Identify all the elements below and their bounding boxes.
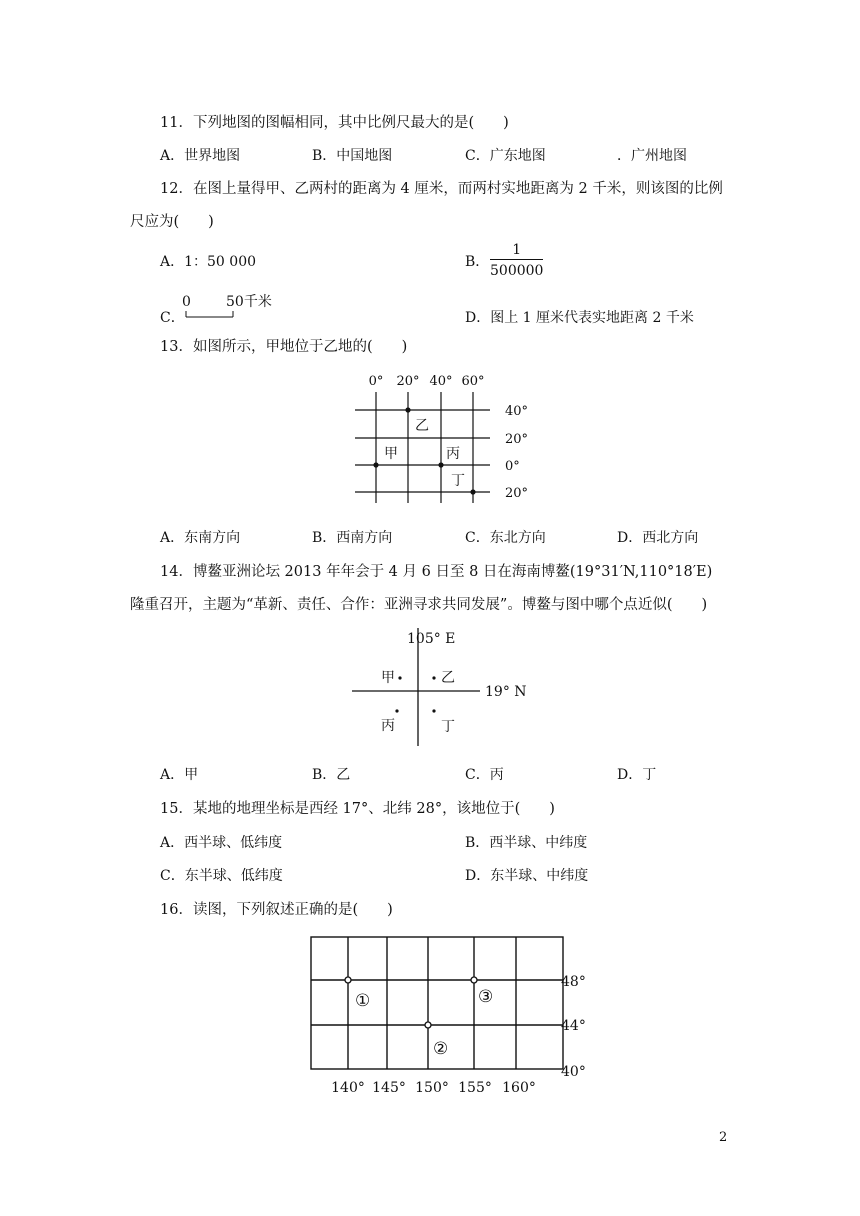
q14-parallel-label: 19° N (485, 684, 527, 700)
q14-point-yi-dot (432, 676, 435, 679)
q13-lon-label: 20° (396, 374, 420, 389)
q14-option-b: B．乙 (312, 767, 351, 783)
q11-option-b: B．中国地图 (312, 148, 393, 164)
q16-point-1-marker (345, 977, 351, 983)
q16-lon-label: 155° (458, 1080, 492, 1096)
q15-option-c: C．东半球、低纬度 (160, 868, 283, 884)
q15-stem: 15．某地的地理坐标是西经 17°、北纬 28°，该地位于( ) (160, 801, 555, 817)
q16-point-2-marker (425, 1022, 431, 1028)
q14-option-a: A．甲 (160, 767, 199, 783)
q13-point-jia-dot (373, 462, 378, 467)
q16-lat-label: 44° (561, 1018, 586, 1034)
q13-lat-label: 20° (505, 432, 529, 447)
q14-place-bing: 丙 (381, 718, 395, 734)
q15-option-a: A．西半球、低纬度 (160, 835, 283, 851)
scale-zero-label: 0 (182, 294, 191, 310)
fraction-numerator: 1 (490, 241, 543, 260)
q14-stem-line1: 14．博鳌亚洲论坛 2013 年年会于 4 月 6 日至 8 日在海南博鳌(19°31′N,110°18′E) (160, 564, 713, 580)
q12-stem-line2: 尺应为( ) (130, 214, 214, 230)
q13-place-yi: 乙 (415, 418, 429, 434)
q13-place-ding: 丁 (451, 473, 465, 489)
q14-option-d: D．丁 (617, 767, 657, 783)
q13-stem: 13．如图所示，甲地位于乙地的( ) (160, 339, 408, 355)
q16-point-2-label: ② (433, 1039, 449, 1059)
q16-stem: 16．读图，下列叙述正确的是( ) (160, 902, 393, 918)
q16-point-3-marker (471, 977, 477, 983)
q13-option-a: A．东南方向 (160, 530, 241, 546)
q13-point-bing-dot (438, 462, 443, 467)
q12-option-a: A．1：50 000 (160, 254, 257, 270)
q13-lon-label: 0° (368, 374, 384, 389)
q11-option-d: ．广州地图 (617, 148, 687, 164)
q15-option-d: D．东半球、中纬度 (465, 868, 589, 884)
q15-option-b: B．西半球、中纬度 (465, 835, 588, 851)
q13-lat-label: 0° (505, 459, 520, 474)
q14-coordinate-figure (345, 624, 545, 752)
q14-option-c: C．丙 (465, 767, 504, 783)
q13-grid-figure (355, 368, 535, 508)
q13-lat-label: 40° (505, 404, 529, 419)
q14-meridian-label: 105° E (407, 631, 456, 647)
q14-point-bing-dot (395, 709, 398, 712)
q13-place-jia: 甲 (384, 446, 398, 462)
q13-lat-label: 20° (505, 486, 529, 501)
q13-point-yi-dot (405, 407, 410, 412)
q12-option-b-fraction (490, 241, 543, 280)
q12-option-d: D．图上 1 厘米代表实地距离 2 千米 (465, 310, 694, 326)
q16-lon-label: 145° (372, 1080, 406, 1096)
q16-point-1-label: ① (355, 991, 371, 1011)
q12-stem-line1: 12．在图上量得甲、乙两村的距离为 4 厘米，而两村实地距离为 2 千米，则该图的比例 (160, 181, 723, 197)
q13-point-ding-dot (470, 489, 475, 494)
q14-point-jia-dot (398, 676, 401, 679)
q16-grid-figure (305, 930, 595, 1098)
q13-grid-lines (355, 392, 490, 503)
q12-option-c-prefix: C． (160, 310, 185, 326)
q13-option-d: D．西北方向 (617, 530, 699, 546)
q16-point-3-label: ③ (478, 987, 494, 1007)
q13-option-c: C．东北方向 (465, 530, 546, 546)
fraction-denominator: 500000 (490, 263, 544, 279)
q13-lon-label: 40° (429, 374, 453, 389)
q12-option-b-prefix: B． (465, 254, 490, 270)
q16-lon-label: 150° (415, 1080, 449, 1096)
q14-point-ding-dot (432, 709, 435, 712)
q11-stem: 11．下列地图的图幅相同，其中比例尺最大的是( ) (160, 115, 509, 131)
q11-option-c: C．广东地图 (465, 148, 546, 164)
page-number: 2 (719, 1130, 728, 1145)
q16-lat-label: 48° (561, 974, 586, 990)
q11-option-a: A．世界地图 (160, 148, 241, 164)
q14-stem-line2: 隆重召开，主题为“革新、责任、合作：亚洲寻求共同发展”。博鳌与图中哪个点近似( ) (130, 597, 708, 613)
q14-place-ding: 丁 (441, 719, 455, 735)
q14-place-jia: 甲 (381, 670, 395, 686)
q16-lat-label: 40° (561, 1064, 586, 1080)
line-scale-figure (178, 290, 288, 324)
q14-place-yi: 乙 (441, 670, 455, 686)
q16-lon-label: 140° (331, 1080, 365, 1096)
q13-place-bing: 丙 (446, 446, 460, 462)
q16-lon-label: 160° (502, 1080, 536, 1096)
q13-option-b: B．西南方向 (312, 530, 393, 546)
scale-distance-label: 50千米 (226, 294, 272, 310)
q13-lon-label: 60° (461, 374, 485, 389)
